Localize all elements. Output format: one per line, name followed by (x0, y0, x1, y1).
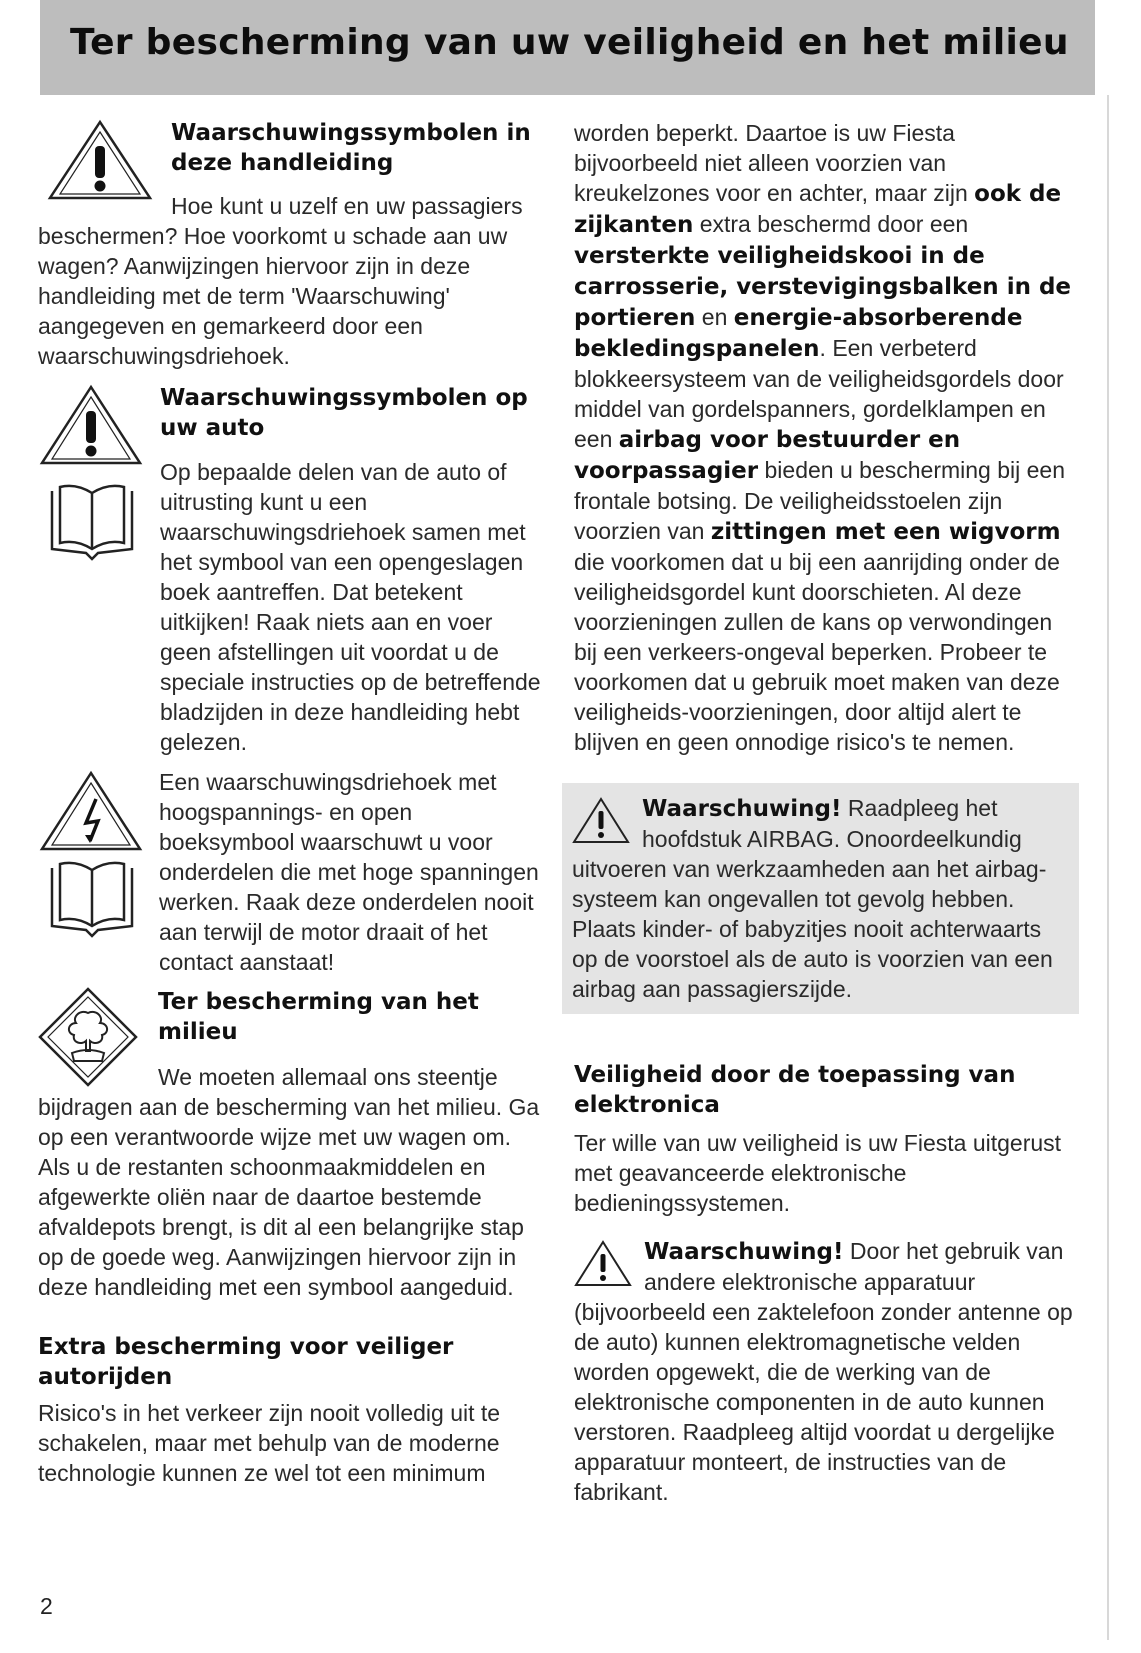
page-number: 2 (40, 1593, 53, 1619)
section-body: Risico's in het verkeer zijn nooit volledig uit te schakelen, maar met behulp van de moderne technologie kunnen ze wel tot een minimum (38, 1400, 501, 1486)
text-run: en (695, 304, 734, 330)
section-high-voltage (38, 767, 548, 977)
warning-triangle-icon (38, 383, 144, 469)
warning-text: Raadpleeg het hoofdstuk AIRBAG. Onoordeelkundig (642, 795, 1022, 852)
warning-airbag-box (562, 783, 1079, 1014)
warning-triangle-icon (574, 1240, 632, 1288)
section-body: bijdragen aan de bescherming van het milieu. Ga op een verantwoorde wijze met uw wagen om. Als u de restanten schoonmaakmiddelen en afgewerkte oliën naar de daartoe bestemde afvaldepots brengt, is dit al een belangrijke stap op de goede weg. Aanwijzingen hiervoor zijn in deze handleiding met een symbool aangeduid. (38, 1094, 540, 1300)
section-body: Een waarschuwingsdriehoek met hoogspannings- en open boeksymbool waarschuwt u voor onderdelen die met hoge spanningen werken. Raak deze onderdelen nooit aan terwijl de motor draait of het contact aanstaat! (159, 769, 539, 975)
section-heading: Waarschuwingssymbolen in deze handleiding (171, 120, 531, 176)
bold-phrase: airbag voor bestuurder en voorpassagier (574, 427, 961, 484)
text-run: worden beperkt. Daartoe is uw Fiesta bijvoorbeeld niet alleen voorzien van kreukelzones voor en achter, maar zijn (574, 120, 975, 206)
bold-phrase: energie-absorberende bekledingspanelen (574, 305, 1023, 362)
text-run: bieden u bescherming bij een frontale botsing. De veiligheidsstoelen zijn voorzien van (574, 457, 1065, 544)
warning-triangle-icon (572, 797, 630, 845)
text-run: extra beschermd door een (693, 211, 969, 237)
section-heading: Waarschuwingssymbolen op uw auto (160, 385, 528, 441)
section-lead: We moeten allemaal ons steentje (158, 1064, 498, 1090)
section-heading-electronics: Veiligheid door de toepassing van elektronica (574, 1062, 1016, 1118)
warning-electronics (574, 1236, 1079, 1507)
bold-phrase: ook de zijkanten (574, 181, 1062, 238)
section-symbols-car (38, 383, 548, 757)
warning-text: Door het gebruik van andere elektronische apparatuur (644, 1238, 1064, 1295)
warning-label: Waarschuwing! (642, 796, 842, 822)
section-symbols-manual (38, 118, 548, 371)
text-run: die voorkomen dat u bij een aanrijding onder de veiligheidsgordel kunt doorschieten. Al deze voorzieningen zullen de kans op verwondingen bij een verkeers-ongeval beperken. Probeer te voorkomen dat u gebruik moet maken van deze veiligheids-voorzieningen, door altijd alert te blijven en geen onnodige risico's te nemen. (574, 549, 1060, 755)
environment-tree-icon (38, 987, 138, 1087)
extra-protection-continued (574, 118, 1079, 757)
open-book-icon (46, 483, 138, 561)
right-column (574, 118, 1079, 1507)
section-heading: Ter bescherming van het milieu (158, 989, 479, 1045)
section-environment (38, 987, 548, 1302)
bold-phrase: versterkte veiligheidskooi in de carrosserie, verstevigingsbalken in de portieren (574, 243, 1072, 331)
warning-text: (bijvoorbeeld een zaktelefoon zonder antenne op de auto) kunnen elektromagnetische velden worden opgewekt, die de werking van de elektronische componenten in de auto kunnen verstoren. Raadpleeg altijd voordat u dergelijke apparatuur monteert, de instructies van de fabrikant. (574, 1299, 1073, 1505)
section-body: beschermen? Hoe voorkomt u schade aan uw wagen? Aanwijzingen hiervoor zijn in deze handleiding met de term 'Waarschuwing' aangegeven en gemarkeerd door een waarschuwingsdriehoek. (38, 223, 508, 369)
text-run: . Een verbeterd blokkeersysteem van de veiligheidsgordels door middel van gordelspanners, gordelklampen en een (574, 335, 1064, 452)
warning-text: uitvoeren van werkzaamheden aan het airbag-systeem kan ongevallen tot gevolg hebben. Plaats kinder- of babyzitjes nooit achterwaarts op de voorstoel als de auto is voorzien van een airbag aan passagierszijde. (572, 856, 1053, 1002)
header-bar (40, 0, 1095, 95)
left-column (38, 118, 548, 1488)
section-body: Ter wille van uw veiligheid is uw Fiesta uitgerust met geavanceerde elektronische bedieningssystemen. (574, 1130, 1062, 1216)
warning-label: Waarschuwing! (644, 1239, 844, 1265)
page-title: Ter bescherming van uw veiligheid en het milieu (70, 22, 1069, 63)
open-book-icon (46, 860, 138, 938)
warning-triangle-icon (46, 118, 154, 204)
section-body: Op bepaalde delen van de auto of uitrusting kunt u een waarschuwingsdriehoek samen met het symbool van een opengeslagen boek aantreffen. Dat betekent uitkijken! Raak niets aan en voer geen afstellingen uit voordat u de speciale instructies op de betreffende bladzijden in deze handleiding hebt gelezen. (160, 459, 541, 755)
page-edge-line (1107, 95, 1109, 1640)
high-voltage-triangle-icon (38, 769, 144, 855)
bold-phrase: zittingen met een wigvorm (710, 519, 1061, 545)
section-lead: Hoe kunt u uzelf en uw passagiers (171, 193, 523, 219)
section-heading-extra-protection: Extra bescherming voor veiliger autorijden (38, 1334, 454, 1390)
